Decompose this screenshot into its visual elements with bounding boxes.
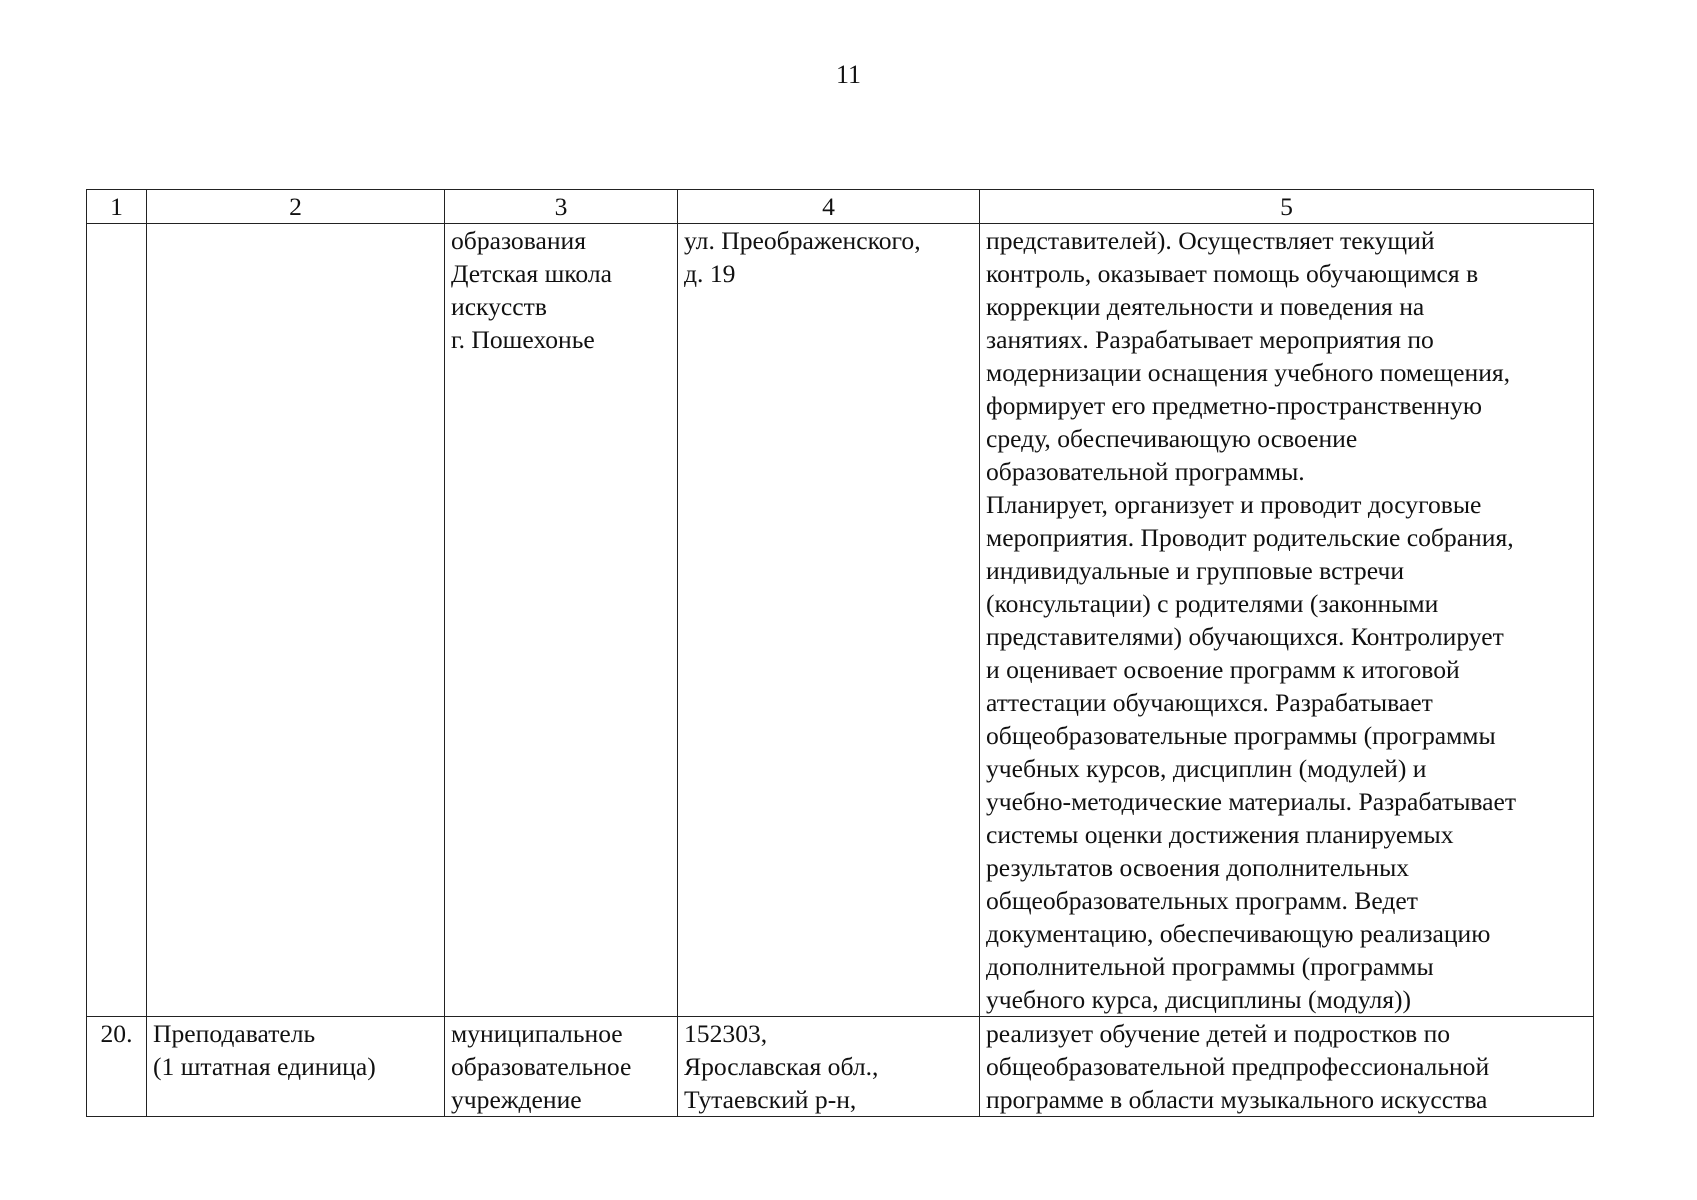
duties-line: общеобразовательной предпрофессиональной	[986, 1052, 1490, 1081]
address-line: ул. Преображенского,	[684, 226, 921, 255]
column-header-5: 5	[980, 190, 1594, 224]
duties-line: программе в области музыкального искусства	[986, 1085, 1488, 1114]
organization-line: муниципальное	[451, 1019, 623, 1048]
duties-line: учебно-методические материалы. Разрабатывает	[986, 787, 1517, 816]
table-row	[87, 224, 1594, 1017]
page-number: 11	[835, 60, 862, 89]
duties-line: среду, обеспечивающую освоение	[986, 424, 1358, 453]
row-number-cell: 20.	[87, 1017, 147, 1117]
position-line: Преподаватель	[153, 1019, 316, 1048]
organization-line: искусств	[451, 292, 547, 321]
address-line: д. 19	[684, 259, 736, 288]
organization-line: Детская школа	[451, 259, 612, 288]
duties-line: документацию, обеспечивающую реализацию	[986, 919, 1491, 948]
address-line: Ярославская обл.,	[684, 1052, 879, 1081]
column-header-3: 3	[445, 190, 678, 224]
duties-line: формирует его предметно-пространственную	[986, 391, 1483, 420]
organization-line: образовательное	[451, 1052, 632, 1081]
position-cell	[147, 1017, 445, 1117]
organization-cell	[445, 1017, 678, 1117]
duties-line: учебного курса, дисциплины (модуля))	[986, 985, 1412, 1014]
organization-line: г. Пошехонье	[451, 325, 595, 354]
duties-line: общеобразовательные программы (программы	[986, 721, 1496, 750]
column-header-2: 2	[147, 190, 445, 224]
column-header-4: 4	[678, 190, 980, 224]
duties-line: учебных курсов, дисциплин (модулей) и	[986, 754, 1427, 783]
address-cell	[678, 1017, 980, 1117]
position-line: (1 штатная единица)	[153, 1052, 376, 1081]
duties-line: системы оценки достижения планируемых	[986, 820, 1454, 849]
duties-line: результатов освоения дополнительных	[986, 853, 1410, 882]
duties-line: представителями) обучающихся. Контролирует	[986, 622, 1504, 651]
duties-line: мероприятия. Проводит родительские собрания,	[986, 523, 1514, 552]
duties-line: представителей). Осуществляет текущий	[986, 226, 1435, 255]
duties-line: образовательной программы.	[986, 457, 1305, 486]
duties-line: модернизации оснащения учебного помещения,	[986, 358, 1511, 387]
duties-line: (консультации) с родителями (законными	[986, 589, 1439, 618]
address-line: 152303,	[684, 1019, 768, 1048]
vacancy-table	[86, 189, 1594, 1117]
duties-line: индивидуальные и групповые встречи	[986, 556, 1405, 585]
duties-line: коррекции деятельности и поведения на	[986, 292, 1425, 321]
address-line: Тутаевский р-н,	[684, 1085, 857, 1114]
duties-line: контроль, оказывает помощь обучающимся в	[986, 259, 1479, 288]
address-cell	[678, 224, 980, 1017]
organization-cell	[445, 224, 678, 1017]
duties-cell	[980, 224, 1594, 1017]
organization-line: учреждение	[451, 1085, 582, 1114]
duties-line: реализует обучение детей и подростков по	[986, 1019, 1451, 1048]
duties-line: Планирует, организует и проводит досуговые	[986, 490, 1482, 519]
duties-line: аттестации обучающихся. Разрабатывает	[986, 688, 1433, 717]
position-cell	[147, 224, 445, 1017]
duties-line: занятиях. Разрабатывает мероприятия по	[986, 325, 1434, 354]
duties-line: и оценивает освоение программ к итоговой	[986, 655, 1460, 684]
table-row	[87, 1017, 1594, 1117]
duties-cell	[980, 1017, 1594, 1117]
organization-line: образования	[451, 226, 587, 255]
duties-line: общеобразовательных программ. Ведет	[986, 886, 1418, 915]
table-header-row	[87, 190, 1594, 224]
duties-line: дополнительной программы (программы	[986, 952, 1434, 981]
column-header-1: 1	[87, 190, 147, 224]
row-number-cell	[87, 224, 147, 1017]
